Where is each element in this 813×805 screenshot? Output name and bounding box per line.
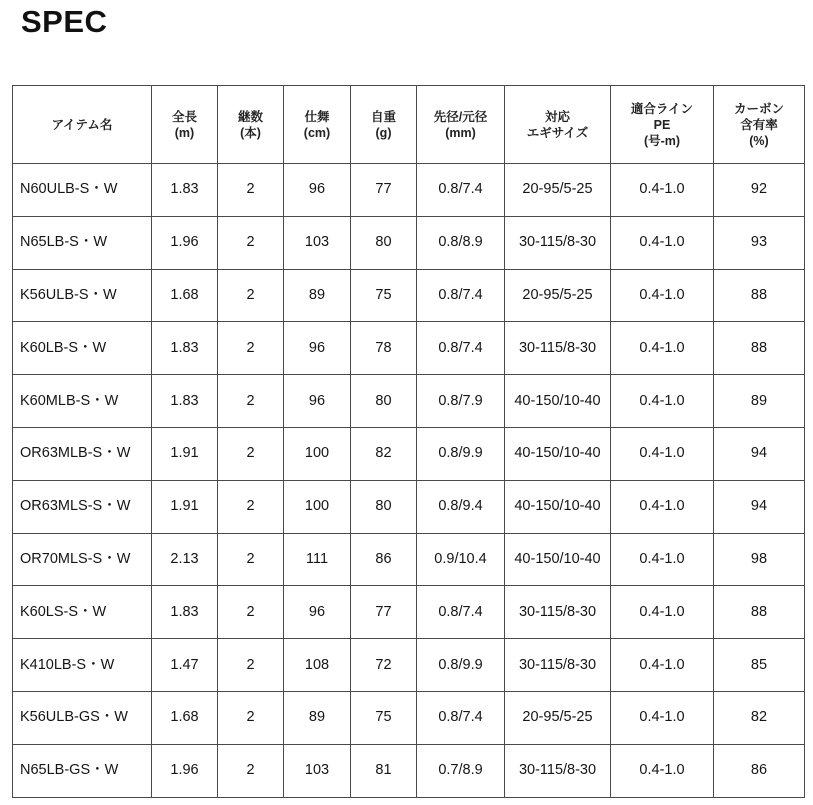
table-row — [13, 322, 805, 375]
tip-butt-cell: 0.8/9.4 — [417, 480, 505, 533]
pieces-cell: 2 — [218, 586, 284, 639]
table-row — [13, 533, 805, 586]
length-cell: 1.47 — [152, 639, 218, 692]
header-line: (cm) — [303, 125, 331, 140]
header-line: カーボン — [733, 101, 784, 116]
pieces-cell: 2 — [218, 533, 284, 586]
carbon-content-cell: 85 — [714, 639, 805, 692]
item-name-cell: K60LS-S・W — [13, 586, 152, 639]
line-rating-cell: 0.4-1.0 — [611, 480, 714, 533]
header-line: 自重 — [370, 109, 396, 124]
item-name-cell: OR70MLS-S・W — [13, 533, 152, 586]
header-line: 先径/元径 — [433, 109, 488, 124]
line-rating-cell: 0.4-1.0 — [611, 744, 714, 797]
tip-butt-cell: 0.8/7.4 — [417, 322, 505, 375]
header-tip-butt-diameter — [417, 86, 505, 164]
header-line: 適合ライン — [630, 101, 694, 116]
length-cell: 1.83 — [152, 375, 218, 428]
header-row — [13, 86, 805, 164]
egi-size-cell: 30-115/8-30 — [505, 216, 611, 269]
item-name-cell: N65LB-S・W — [13, 216, 152, 269]
weight-cell: 77 — [351, 586, 417, 639]
closed-length-cell: 96 — [284, 375, 351, 428]
pieces-cell: 2 — [218, 375, 284, 428]
pieces-cell: 2 — [218, 427, 284, 480]
tip-butt-cell: 0.8/7.9 — [417, 375, 505, 428]
pieces-cell: 2 — [218, 269, 284, 322]
header-line: 継数 — [237, 109, 263, 124]
line-rating-cell: 0.4-1.0 — [611, 269, 714, 322]
table-body — [13, 164, 805, 798]
closed-length-cell: 100 — [284, 480, 351, 533]
item-name-cell: OR63MLS-S・W — [13, 480, 152, 533]
egi-size-cell: 30-115/8-30 — [505, 639, 611, 692]
closed-length-cell: 100 — [284, 427, 351, 480]
length-cell: 1.68 — [152, 691, 218, 744]
pieces-cell: 2 — [218, 164, 284, 217]
length-cell: 1.83 — [152, 586, 218, 639]
header-line: (本) — [240, 125, 261, 140]
header-line: 仕舞 — [304, 109, 330, 124]
tip-butt-cell: 0.8/7.4 — [417, 586, 505, 639]
pieces-cell: 2 — [218, 691, 284, 744]
carbon-content-cell: 89 — [714, 375, 805, 428]
tip-butt-cell: 0.8/9.9 — [417, 427, 505, 480]
carbon-content-cell: 94 — [714, 480, 805, 533]
weight-cell: 80 — [351, 216, 417, 269]
header-pieces — [218, 86, 284, 164]
line-rating-cell: 0.4-1.0 — [611, 216, 714, 269]
table-row — [13, 639, 805, 692]
weight-cell: 80 — [351, 480, 417, 533]
header-closed-length — [284, 86, 351, 164]
line-rating-cell: 0.4-1.0 — [611, 164, 714, 217]
egi-size-cell: 40-150/10-40 — [505, 480, 611, 533]
egi-size-cell: 20-95/5-25 — [505, 269, 611, 322]
table-row — [13, 216, 805, 269]
length-cell: 2.13 — [152, 533, 218, 586]
weight-cell: 78 — [351, 322, 417, 375]
table-row — [13, 164, 805, 217]
line-rating-cell: 0.4-1.0 — [611, 691, 714, 744]
length-cell: 1.91 — [152, 480, 218, 533]
item-name-cell: K60MLB-S・W — [13, 375, 152, 428]
item-name-cell: N65LB-GS・W — [13, 744, 152, 797]
tip-butt-cell: 0.8/8.9 — [417, 216, 505, 269]
tip-butt-cell: 0.8/7.4 — [417, 269, 505, 322]
table-row — [13, 375, 805, 428]
table-row — [13, 269, 805, 322]
carbon-content-cell: 86 — [714, 744, 805, 797]
egi-size-cell: 40-150/10-40 — [505, 533, 611, 586]
length-cell: 1.96 — [152, 216, 218, 269]
weight-cell: 86 — [351, 533, 417, 586]
carbon-content-cell: 98 — [714, 533, 805, 586]
closed-length-cell: 108 — [284, 639, 351, 692]
closed-length-cell: 96 — [284, 164, 351, 217]
carbon-content-cell: 88 — [714, 322, 805, 375]
weight-cell: 72 — [351, 639, 417, 692]
header-line: 含有率 — [740, 117, 778, 132]
header-line: (号-m) — [643, 133, 681, 148]
tip-butt-cell: 0.8/9.9 — [417, 639, 505, 692]
closed-length-cell: 96 — [284, 322, 351, 375]
closed-length-cell: 111 — [284, 533, 351, 586]
header-egi-size — [505, 86, 611, 164]
header-line: (g) — [375, 125, 392, 140]
header-weight — [351, 86, 417, 164]
header-carbon-content — [714, 86, 805, 164]
weight-cell: 81 — [351, 744, 417, 797]
tip-butt-cell: 0.8/7.4 — [417, 164, 505, 217]
table-row — [13, 744, 805, 797]
item-name-cell: OR63MLB-S・W — [13, 427, 152, 480]
egi-size-cell: 20-95/5-25 — [505, 164, 611, 217]
pieces-cell: 2 — [218, 322, 284, 375]
item-name-cell: N60ULB-S・W — [13, 164, 152, 217]
line-rating-cell: 0.4-1.0 — [611, 322, 714, 375]
carbon-content-cell: 88 — [714, 586, 805, 639]
table-row — [13, 691, 805, 744]
carbon-content-cell: 94 — [714, 427, 805, 480]
weight-cell: 75 — [351, 269, 417, 322]
header-line-rating — [611, 86, 714, 164]
table-row — [13, 480, 805, 533]
line-rating-cell: 0.4-1.0 — [611, 375, 714, 428]
carbon-content-cell: 92 — [714, 164, 805, 217]
carbon-content-cell: 93 — [714, 216, 805, 269]
length-cell: 1.68 — [152, 269, 218, 322]
egi-size-cell: 30-115/8-30 — [505, 586, 611, 639]
line-rating-cell: 0.4-1.0 — [611, 427, 714, 480]
length-cell: 1.91 — [152, 427, 218, 480]
header-line: 全長 — [171, 109, 197, 124]
line-rating-cell: 0.4-1.0 — [611, 533, 714, 586]
closed-length-cell: 103 — [284, 216, 351, 269]
pieces-cell: 2 — [218, 480, 284, 533]
egi-size-cell: 30-115/8-30 — [505, 744, 611, 797]
table-row — [13, 427, 805, 480]
tip-butt-cell: 0.8/7.4 — [417, 691, 505, 744]
carbon-content-cell: 82 — [714, 691, 805, 744]
weight-cell: 77 — [351, 164, 417, 217]
header-line: PE — [653, 117, 671, 132]
tip-butt-cell: 0.7/8.9 — [417, 744, 505, 797]
header-line: 対応 — [544, 109, 570, 124]
header-line: (m) — [174, 125, 195, 140]
closed-length-cell: 103 — [284, 744, 351, 797]
closed-length-cell: 89 — [284, 269, 351, 322]
header-length — [152, 86, 218, 164]
pieces-cell: 2 — [218, 216, 284, 269]
egi-size-cell: 40-150/10-40 — [505, 375, 611, 428]
table-header — [13, 86, 805, 164]
weight-cell: 82 — [351, 427, 417, 480]
weight-cell: 80 — [351, 375, 417, 428]
weight-cell: 75 — [351, 691, 417, 744]
item-name-cell: K56ULB-GS・W — [13, 691, 152, 744]
header-line: エギサイズ — [526, 125, 589, 140]
carbon-content-cell: 88 — [714, 269, 805, 322]
closed-length-cell: 89 — [284, 691, 351, 744]
egi-size-cell: 20-95/5-25 — [505, 691, 611, 744]
pieces-cell: 2 — [218, 744, 284, 797]
item-name-cell: K60LB-S・W — [13, 322, 152, 375]
closed-length-cell: 96 — [284, 586, 351, 639]
header-line: (mm) — [445, 125, 476, 140]
item-name-cell: K410LB-S・W — [13, 639, 152, 692]
line-rating-cell: 0.4-1.0 — [611, 586, 714, 639]
length-cell: 1.83 — [152, 164, 218, 217]
header-line: (%) — [749, 133, 769, 148]
length-cell: 1.96 — [152, 744, 218, 797]
egi-size-cell: 40-150/10-40 — [505, 427, 611, 480]
item-name-cell: K56ULB-S・W — [13, 269, 152, 322]
tip-butt-cell: 0.9/10.4 — [417, 533, 505, 586]
egi-size-cell: 30-115/8-30 — [505, 322, 611, 375]
header-item-name — [13, 86, 152, 164]
page-title: SPEC — [21, 4, 108, 39]
line-rating-cell: 0.4-1.0 — [611, 639, 714, 692]
pieces-cell: 2 — [218, 639, 284, 692]
table-row — [13, 586, 805, 639]
header-line: アイテム名 — [51, 117, 113, 132]
length-cell: 1.83 — [152, 322, 218, 375]
spec-table — [12, 85, 805, 798]
